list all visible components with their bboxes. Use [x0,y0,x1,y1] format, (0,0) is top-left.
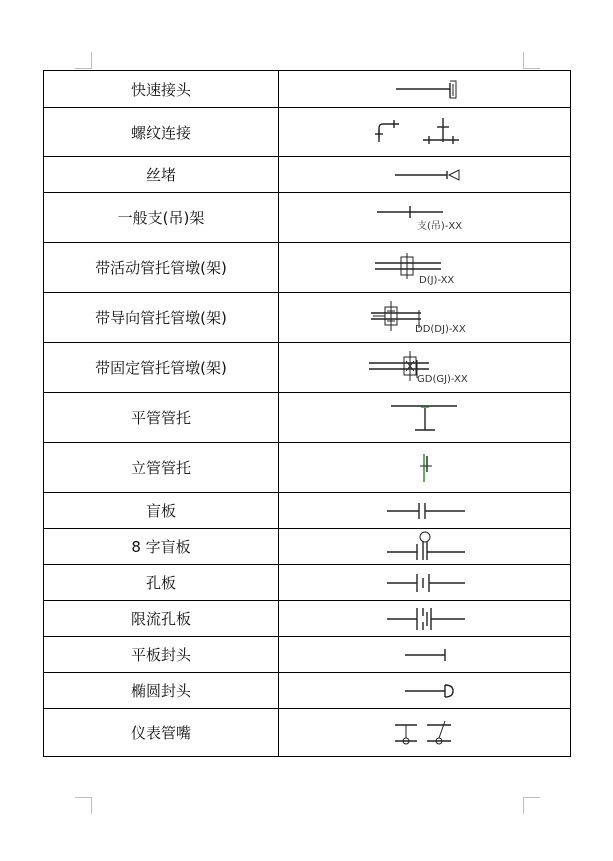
table-row [44,565,571,601]
symbol-name: 带固定管托管墩(架) [44,343,279,393]
symbol-name: 平板封头 [44,637,279,673]
symbol-name: 丝堵 [44,157,279,193]
flat-head-symbol-icon [365,641,485,669]
threaded-connection-symbol-icon [365,112,485,152]
symbol-name: 立管管托 [44,443,279,493]
table-row [44,673,571,709]
table-row [44,443,571,493]
support-code-label: 支(吊)-XX [416,220,462,232]
table-row [44,71,571,108]
symbol-name: 带导向管托管墩(架) [44,293,279,343]
horizontal-pipe-shoe-symbol-icon [365,398,485,438]
sliding-shoe-pier-symbol-icon [365,248,485,288]
fixed-shoe-pier-symbol-icon [365,348,485,388]
symbol-name: 仪表管嘴 [44,709,279,757]
table-row [44,243,571,293]
table-row [44,108,571,157]
crop-mark-top-right [523,52,540,69]
symbol-name: 螺纹连接 [44,108,279,157]
symbol-name: 一般支(吊)架 [44,193,279,243]
blind-plate-symbol-icon [365,497,485,525]
instrument-nozzle-symbol-icon [365,715,485,751]
table-row [44,343,571,393]
elliptical-head-symbol-icon [365,677,485,705]
pipe-symbol-table [43,70,571,757]
symbol-name: 孔板 [44,565,279,601]
support-code-label: D(J)-XX [418,274,454,286]
table-row [44,601,571,637]
table-row [44,709,571,757]
table-row [44,493,571,529]
table-row [44,393,571,443]
crop-mark-top-left [75,52,92,69]
table-row [44,193,571,243]
table-row [44,637,571,673]
quick-coupling-symbol-icon [365,74,485,104]
restriction-orifice-symbol-icon [365,604,485,634]
symbol-name: 椭圆封头 [44,673,279,709]
orifice-plate-symbol-icon [365,569,485,597]
spectacle-blind-symbol-icon [365,530,485,564]
symbol-name: 平管管托 [44,393,279,443]
general-support-hanger-symbol-icon [365,198,485,238]
crop-mark-bottom-right [523,797,540,814]
guided-shoe-pier-symbol-icon [365,298,485,338]
table-row [44,529,571,565]
table-row [44,293,571,343]
crop-mark-bottom-left [75,797,92,814]
symbol-name: 限流孔板 [44,601,279,637]
symbol-name: 快速接头 [44,71,279,108]
symbol-name: 盲板 [44,493,279,529]
support-code-label: GD(GJ)-XX [416,373,468,385]
support-code-label: DD(DJ)-XX [414,323,466,335]
table-row [44,157,571,193]
vertical-pipe-shoe-symbol-icon [365,448,485,488]
symbol-name: 带活动管托管墩(架) [44,243,279,293]
symbol-name: 8 字盲板 [44,529,279,565]
threaded-plug-symbol-icon [365,161,485,189]
